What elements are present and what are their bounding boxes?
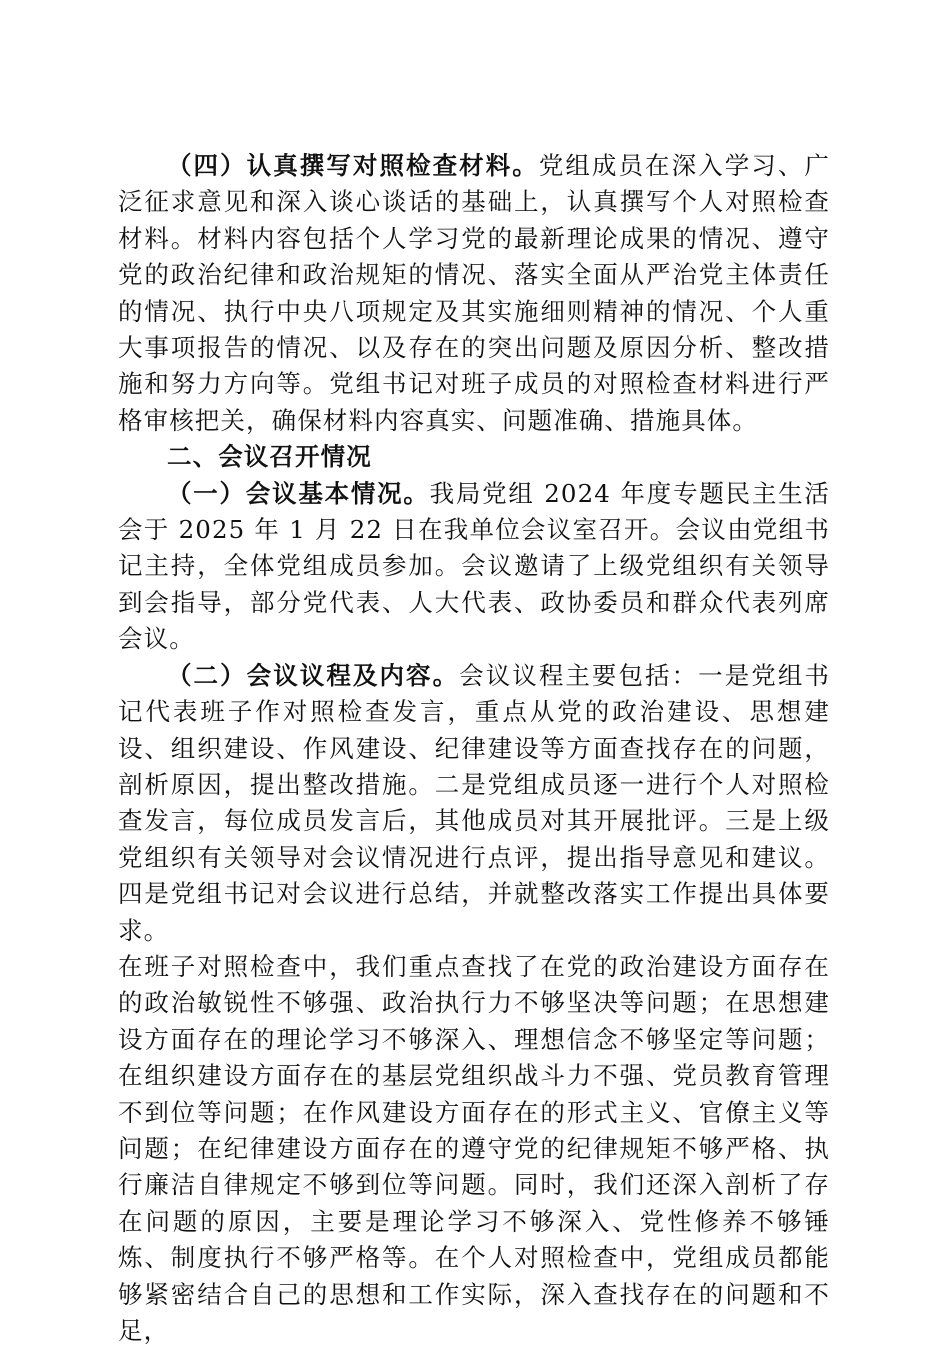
paragraph-meeting-basics	[118, 476, 830, 658]
paragraph-body: 党组成员在深入学习、广泛征求意见和深入谈心谈话的基础上，认真撰写个人对照检查材料。材料内容包括个人学习党的最新理论成果的情况、遵守党的政治纪律和政治规矩的情况、落实全面从严治党主体责任的情况、执行中央八项规定及其实施细则精神的情况、个人重大事项报告的情况、以及存在的突出问题及原因分析、整改措施和努力方向等。党组书记对班子成员的对照检查材料进行严格审核把关，确保材料内容真实、问题准确、措施具体。	[118, 151, 830, 435]
paragraph-material-writing	[118, 148, 830, 439]
paragraph-lead: （二）会议议程及内容。	[167, 660, 460, 690]
paragraph-lead: （四）认真撰写对照检查材料。	[167, 151, 539, 180]
paragraph-lead: （一）会议基本情况。	[167, 478, 430, 508]
document-body	[118, 148, 830, 1349]
paragraph-meeting-agenda	[118, 658, 830, 949]
paragraph-body: 我局党组 2024 年度专题民主生活会于 2025 年 1 月 22 日在我单位会议室召开。会议由党组书记主持，全体党组成员参加。会议邀请了上级党组织有关领导到会指导，部分党代表、人大代表、政协委员和群众代表列席会议。	[118, 478, 830, 654]
section-heading-meeting: 二、会议召开情况	[167, 442, 372, 472]
paragraph-body: 会议议程主要包括：一是党组书记代表班子作对照检查发言，重点从党的政治建设、思想建设、组织建设、作风建设、纪律建设等方面查找存在的问题，剖析原因，提出整改措施。二是党组成员逐一进行个人对照检查发言，每位成员发言后，其他成员对其开展批评。三是上级党组织有关领导对会议情况进行点评，提出指导意见和建议。四是党组书记对会议进行总结，并就整改落实工作提出具体要求。	[118, 660, 830, 945]
paragraph-self-examination: 在班子对照检查中，我们重点查找了在党的政治建设方面存在的政治敏锐性不够强、政治执行力不够坚决等问题；在思想建设方面存在的理论学习不够深入、理想信念不够坚定等问题；在组织建设方面存在的基层党组织战斗力不强、党员教育管理不到位等问题；在作风建设方面存在的形式主义、官僚主义等问题；在纪律建设方面存在的遵守党的纪律规矩不够严格、执行廉洁自律规定不够到位等问题。同时，我们还深入剖析了存在问题的原因，主要是理论学习不够深入、党性修养不够锤炼、制度执行不够严格等。在个人对照检查中，党组成员都能够紧密结合自己的思想和工作实际，深入查找存在的问题和不足，	[118, 951, 830, 1345]
